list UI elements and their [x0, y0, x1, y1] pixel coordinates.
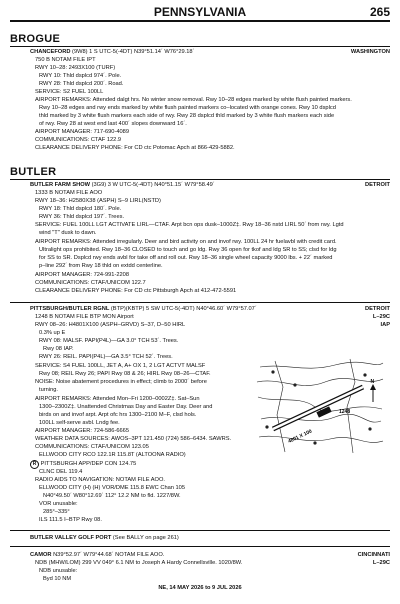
- runway-end-26: RWY 26: REIL. PAPI(P4L)—GA 3.5° TCH 52´. Trees.: [39, 354, 173, 360]
- noise-line: NOISE: Noise abatement procedures in effect; climb to 2000´ before: [35, 379, 207, 385]
- section-rule: [10, 302, 390, 303]
- noise-line-2: turning.: [39, 387, 58, 393]
- sectional-label: DETROIT: [365, 306, 390, 312]
- ndb-unusable: NDB unusable:: [39, 568, 78, 574]
- service-line-2: Rwy 08; REIL Rwy 26; PAPI Rwy 08 & 26; HIRL Rwy 08–26—CTAF.: [39, 371, 211, 377]
- sectional-label: CINCINNATI: [357, 552, 390, 558]
- airport-manager: AIRPORT MANAGER: 724-586-6665: [35, 428, 129, 434]
- runway-dimension-label: 4801 X 100: [287, 428, 314, 445]
- airport-info: (BTP)(KBTP) 5 SW UTC-5(-4DT) N40°46.60´ W79°57.07´: [110, 306, 257, 312]
- runway-end-36: RWY 36: Thld dsplcd 197´. Trees.: [39, 214, 125, 220]
- airport-remarks-2: Rwy 10–28 edges and rwy ends marked by white flush painted markers co–located with orange cones. Rwy 10 dsplcd: [39, 105, 336, 111]
- elevation-label: 1248: [339, 409, 351, 415]
- airport-remarks-3: for SS to SR. Dsplcd rwy ends avbl for take off and roll out. Rwy 18–36 single wheel capacity 9000 lbs. + 22´ marked: [39, 255, 333, 261]
- runway-end-10: RWY 10: Thld dsplcd 974´. Pole.: [39, 73, 122, 79]
- airport-elev-line: 750 B NOTAM FILE IPT: [35, 57, 96, 63]
- header-rule: [10, 20, 390, 22]
- vor-line-3: VOR unusable:: [39, 501, 78, 507]
- service-line-1: SERVICE: FUEL 100LL LGT ACTIVATE LIRL—CTAF. Arpt bcn ops dusk–1000Z‡. Rwy 18–36 nstd LIRL 50´ from rwy. Lgtd: [35, 222, 344, 228]
- radar-icon: R: [30, 460, 39, 469]
- airport-manager: AIRPORT MANAGER: 724-991-2208: [35, 272, 129, 278]
- state-title: PENNSYLVANIA: [153, 5, 247, 19]
- vor-line-1: ELLWOOD CITY (H) (H) VOR/DME 115.8 EWC Chan 105: [39, 485, 186, 491]
- service-line: SERVICE: S4 FUEL 100LL, JET A, A+ OX 1, 2 LGT ACTVT MALSF: [35, 363, 206, 369]
- airport-name: BUTLER FARM SHOW: [30, 182, 91, 188]
- airport-elev-line: 1333 B NOTAM FILE AOO: [35, 190, 103, 196]
- fix-info: N39°52.97´ W79°44.68´ NOTAM FILE AOO.: [53, 552, 165, 558]
- runway-end-18: RWY 18: Thld dsplcd 180´. Pole.: [39, 206, 122, 212]
- communications: COMMUNICATIONS: CTAF/UNICOM 123.05: [35, 444, 149, 450]
- sectional-label: DETROIT: [365, 182, 390, 188]
- vor-line-2: N40°49.50´ W80°12.69´ 112° 12.2 NM to fld. 1227/8W.: [43, 493, 181, 499]
- communications: COMMUNICATIONS: CTAF 122.9: [35, 137, 122, 143]
- rco-line: ELLWOOD CITY RCO 122.1R 115.8T (ALTOONA RADIO): [39, 452, 186, 458]
- airport-name: BUTLER VALLEY GOLF PORT: [30, 535, 112, 541]
- section-rule: [10, 546, 390, 547]
- city-rule-butler: [10, 179, 390, 180]
- airport-remarks-1: AIRPORT REMARKS: Attended Mon–Fri 1200–0002Z‡. Sat–Sun: [35, 396, 200, 402]
- airport-remarks-2: 1300–2300Z‡. Unattended Christmas Day and Easter Day. Deer and: [39, 404, 213, 410]
- section-rule: [10, 530, 390, 531]
- fix-name: CAMOR: [30, 552, 52, 558]
- vor-line-4: 285°–335°: [43, 509, 70, 515]
- valley-ref: (See BALLY on page 261): [112, 535, 179, 541]
- svg-text:N: N: [370, 379, 375, 385]
- airport-remarks-3: thld marked by 3 white flush markers each side of rwy. Rwy 28 dsplcd thld marked by 3 white flush markers each side: [39, 113, 335, 119]
- city-brogue: BROGUE: [10, 33, 61, 45]
- airport-name: CHANCEFORD: [30, 49, 71, 55]
- pittsburgh-butler-line: [30, 306, 257, 313]
- service-line: SERVICE: S2 FUEL 100LL: [35, 89, 104, 95]
- camor-line: [30, 552, 164, 559]
- chart-code: L–29C: [372, 314, 390, 320]
- radio-aids-line: RADIO AIDS TO NAVIGATION: NOTAM FILE AOO.: [35, 477, 165, 483]
- brogue-airport-line: [30, 49, 195, 56]
- runway-end-08: RWY 08: MALSF. PAPI(P4L)—GA 3.0° TCH 53´. Trees.: [39, 338, 179, 344]
- airport-remarks-4: p–line 292´ from Rwy 18 thld on extdd centerline.: [39, 263, 163, 269]
- airport-elev-line: 1248 B NOTAM FILE BTP MON Airport: [35, 314, 134, 320]
- north-arrow-icon: [370, 379, 376, 402]
- airport-remarks-2: Ultralight ops prohibited. Rwy 18–36 CLOSED to touch and go ldg. Rwy 36 open for tkof and ldg SR to SS; clsd for ldg: [39, 247, 337, 253]
- clearance-delivery: CLEARANCE DELIVERY PHONE: For CD ctc Potomac Apch at 866-429-5882.: [35, 145, 235, 151]
- city-rule-brogue: [10, 46, 390, 47]
- airport-remarks-1: AIRPORT REMARKS: Attended dalgt hrs. No winter snow removal. Rwy 10–28 edges marked by white flush painted markers.: [35, 97, 352, 103]
- runway-end-08-iap: Rwy 08 IAP.: [43, 346, 74, 352]
- airport-info: (9W8) 1 S UTC-5(-4DT) N39°51.14´ W76°29.18´: [72, 49, 195, 55]
- city-butler: BUTLER: [10, 166, 57, 178]
- ndb-unusable-range: Byd 10 NM: [43, 576, 72, 582]
- service-line-2: wind "T" dusk to dawn.: [39, 230, 97, 236]
- clearance-delivery: CLEARANCE DELIVERY PHONE: For CD ctc Pittsburgh Apch at 412-472-5591: [35, 288, 237, 294]
- butler-farm-show-line: [30, 182, 215, 189]
- sectional-label: WASHINGTON: [350, 49, 390, 55]
- chart-code: L–29C: [372, 560, 390, 566]
- runway-end-28: RWY 28: Thld dsplcd 200´. Road.: [39, 81, 124, 87]
- airport-info: (3G9) 3 W UTC-5(-4DT) N40°51.15´ W79°58.49´: [91, 182, 215, 188]
- iap-label: IAP: [380, 322, 390, 328]
- runway-line: RWY 08–26: H4801X100 (ASPH–GRVD) S–37, D–50 HIRL: [35, 322, 186, 328]
- airport-remarks-4: of rwy. Rwy 28 at west end last 400´ slopes downward 16´.: [39, 121, 187, 127]
- communications: COMMUNICATIONS: CTAF/UNICOM 122.7: [35, 280, 146, 286]
- valley-line: [30, 535, 179, 542]
- airport-remarks-3: birds on and invof arpt. Arpt ofc hrs 1300–2100 M–F, clsd hols.: [39, 412, 197, 418]
- airport-name: PITTSBURGH/BUTLER RGNL: [30, 306, 110, 312]
- validity-footer: NE, 14 MAY 2026 to 9 JUL 2026: [158, 585, 242, 591]
- runway-line: RWY 18–36: H2580X38 (ASPH) S–9 LIRL(NSTD): [35, 198, 161, 204]
- airport-remarks-4: 100LL self-serve avbl. Lndg fee.: [39, 420, 120, 426]
- airport-manager: AIRPORT MANAGER: 717-690-4089: [35, 129, 129, 135]
- airport-diagram: [255, 357, 385, 455]
- runway-line: RWY 10–28: 2493X100 (TURF): [35, 65, 116, 71]
- page-number: 265: [369, 5, 390, 19]
- airport-remarks-1: AIRPORT REMARKS: Attended irregularly. Deer and bird activity on and invof rwy. 100LL 24 hr fuelavbl with credit card.: [35, 239, 337, 245]
- approach-text: PITTSBURGH APP/DEP CON 124.75: [40, 461, 137, 467]
- ndb-line: NDB (MHW/LOM) 299 VV 049° 6.1 NM to Joseph A Hardy Connellsville. 1020/8W.: [35, 560, 243, 566]
- runway-slope: 0.3% up E: [39, 330, 66, 336]
- weather-data-sources: WEATHER DATA SOURCES: AWOS–3PT 121.450 (724) 586–6434. SAWRS.: [35, 436, 232, 442]
- ils-line: ILS 111.5 I–BTP Rwy 08.: [39, 517, 102, 523]
- clearance-line: CLNC DEL 119.4: [39, 469, 83, 475]
- approach-line: [30, 460, 136, 469]
